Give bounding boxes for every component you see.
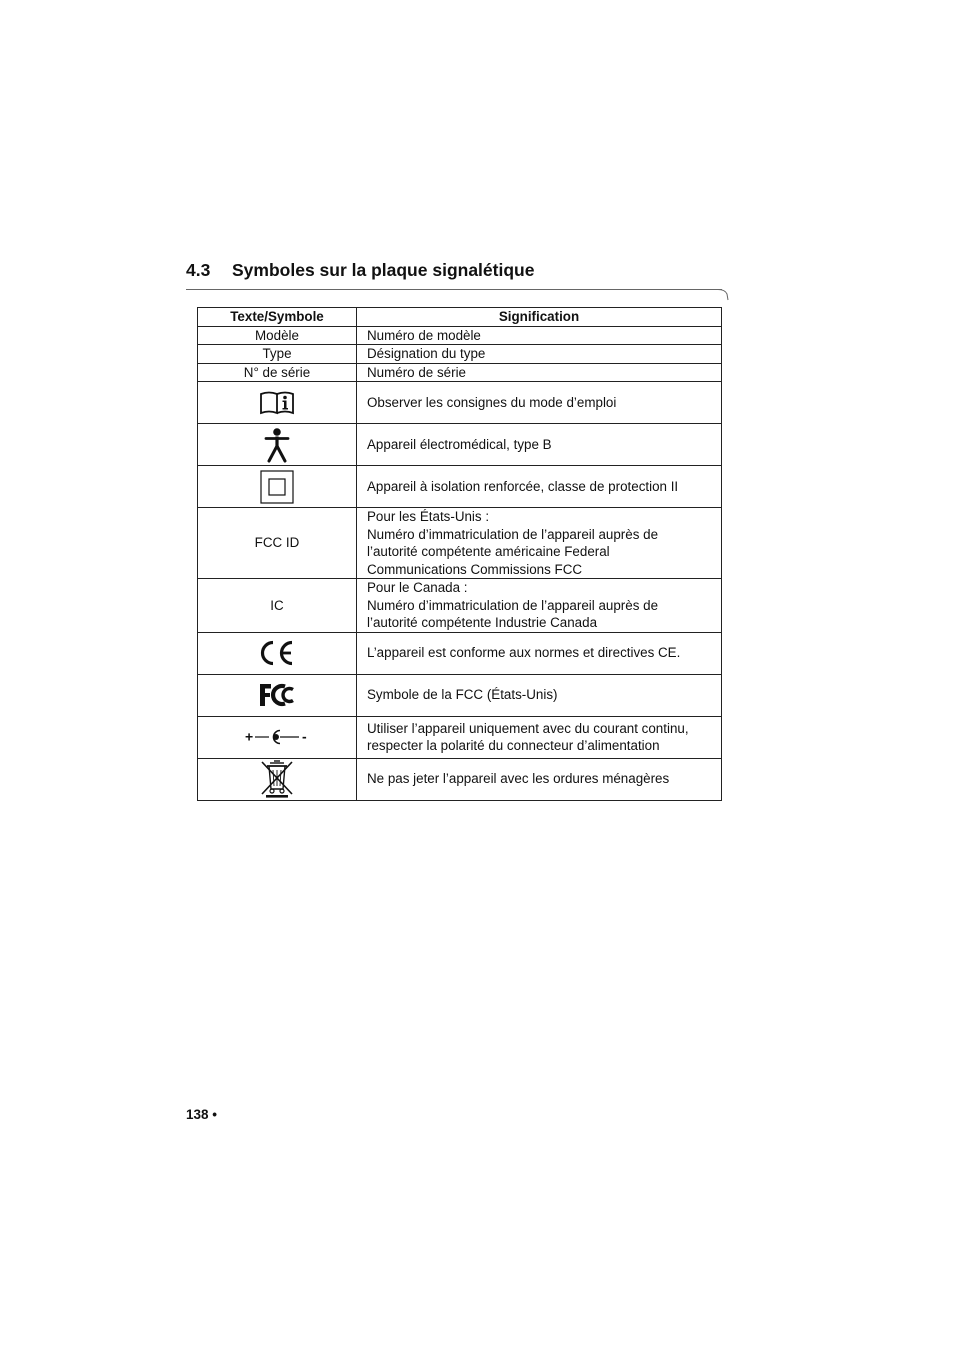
table-header-row [198,308,722,327]
meaning-cell: Numéro de série [357,363,722,382]
meaning-line: Communications Commissions FCC [367,561,583,577]
meaning-cell: Appareil électromédical, type B [357,424,722,466]
meaning-cell: Désignation du type [357,345,722,364]
meaning-cell [357,716,722,758]
symbol-cell: IC [198,579,357,633]
symbol-cell: FCC ID [198,508,357,579]
symbol-cell [198,716,357,758]
symbol-cell: Modèle [198,326,357,345]
meaning-line: Pour les États-Unis : [367,509,490,524]
meaning-cell [357,579,722,633]
section-number: 4.3 [186,260,211,280]
meaning-line: Utiliser l’appareil uniquement avec du courant continu, [367,720,689,736]
header-meaning: Signification [357,308,722,327]
protection-class-ii-icon [260,470,294,504]
section-heading [186,260,534,281]
table-row [198,363,722,382]
symbol-cell [198,632,357,674]
meaning-cell: L’appareil est conforme aux normes et directives CE. [357,632,722,674]
header-symbol: Texte/Symbole [198,308,357,327]
dc-minus-sign: - [302,728,307,745]
symbol-cell [198,424,357,466]
symbol-cell [198,382,357,424]
meaning-cell: Ne pas jeter l’appareil avec les ordures ménagères [357,758,722,800]
meaning-cell: Numéro de modèle [357,326,722,345]
dc-plus-sign: + [245,728,254,745]
meaning-line: l’autorité compétente américaine Federal [367,544,610,559]
symbol-cell [198,758,357,800]
table-row [198,674,722,716]
dc-polarity-icon [245,727,309,747]
heading-rule [186,289,722,290]
symbol-cell: N° de série [198,363,357,382]
table-row [198,345,722,364]
meaning-line: respecter la polarité du connecteur d’alimentation [367,738,660,753]
meaning-line: Pour le Canada : [367,580,468,595]
ce-mark-icon [258,639,296,667]
type-b-applied-part-icon [263,427,291,463]
section-title: Symboles sur la plaque signalétique [232,260,535,280]
meaning-cell: Appareil à isolation renforcée, classe de protection II [357,466,722,508]
table-row [198,326,722,345]
table-row [198,508,722,579]
meaning-line: Numéro d’immatriculation de l’appareil auprès de [367,526,659,542]
table-row [198,758,722,800]
fcc-logo-icon [258,681,296,709]
table-row [198,716,722,758]
table-row [198,466,722,508]
meaning-line: Numéro d’immatriculation de l’appareil auprès de [367,597,659,613]
symbol-cell: Type [198,345,357,364]
table-row [198,424,722,466]
meaning-cell [357,508,722,579]
page-number: 138 • [186,1107,218,1122]
symbol-cell [198,674,357,716]
meaning-line: l’autorité compétente Industrie Canada [367,615,598,630]
meaning-cell: Symbole de la FCC (États-Unis) [357,674,722,716]
table-row [198,579,722,633]
symbols-table [197,307,722,801]
heading-rule-corner [718,289,730,303]
meaning-cell: Observer les consignes du mode d’emploi [357,382,722,424]
instruction-manual-icon [259,390,295,416]
table-row [198,382,722,424]
crossed-out-bin-icon [260,760,294,798]
symbol-cell [198,466,357,508]
table-row [198,632,722,674]
